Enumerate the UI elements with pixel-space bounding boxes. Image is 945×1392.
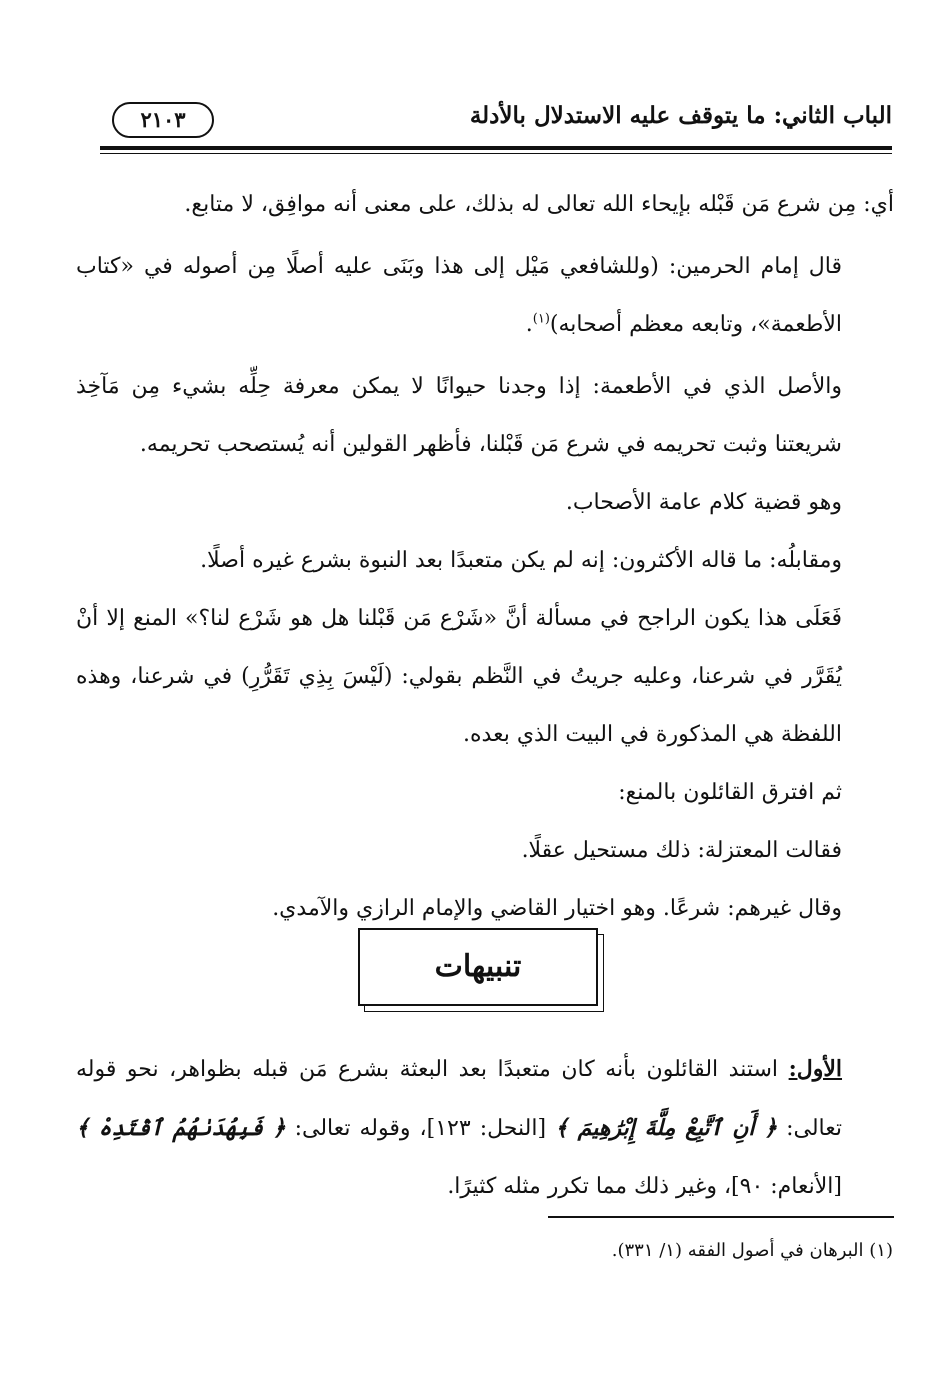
paragraph: وهو قضية كلام عامة الأصحاب. <box>565 490 842 515</box>
note-text: استند القائلون بأنه كان متعبدًا بعد البعثة بشرع مَن قبله بظواهر، نحو قوله تعالى: <box>76 1057 842 1141</box>
paragraph: أي: مِن شرع مَن قَبْله بإيحاء الله تعالى له بذلك، على معنى أنه موافِق، لا متابع. <box>184 192 894 217</box>
chapter-title: الباب الثاني: ما يتوقف عليه الاستدلال بالأدلة <box>469 102 892 129</box>
body-text <box>76 176 894 938</box>
quran-verse: ﴿ أَنِ ٱتَّبِعْ مِلَّةَ إِبْرَٰهِيمَ ﴾ <box>555 1115 778 1141</box>
quran-verse: ﴿ فَبِهُدَىٰهُمُ ٱقْتَدِهْ ﴾ <box>76 1115 286 1141</box>
paragraph: ثم افترق القائلون بالمنع: <box>618 780 842 805</box>
paragraph: ومقابلُه: ما قاله الأكثرون: إنه لم يكن متعبدًا بعد النبوة بشرع غيره أصلًا. <box>200 548 842 573</box>
notes-section <box>76 1040 894 1216</box>
header-rule-thick <box>100 146 892 150</box>
paragraph: وقال غيرهم: شرعًا. وهو اختيار القاضي والإمام الرازي والآمدي. <box>272 896 842 921</box>
footnote: (١) البرهان في أصول الفقه (١/ ٣٣١). <box>611 1240 893 1261</box>
paragraph: والأصل الذي في الأطعمة: إذا وجدنا حيوانًا لا يمكن معرفة حِلِّه بشيء مِن مَآخِذ شريعتنا وثبت تحريمه في شرع مَن قَبْلنا، فأظهر القولين أنه يُستصحب تحريمه. <box>76 374 842 457</box>
page-header <box>100 96 892 144</box>
note-first <box>76 1040 894 1216</box>
section-heading-box <box>358 928 602 1010</box>
paragraph: فَعَلَى هذا يكون الراجح في مسألة أنَّ «شَرْع مَن قَبْلنا هل هو شَرْع لنا؟» المنع إلا أنْ يُقَرَّر في شرعنا، وعليه جريتُ في النَّظم بقولي: (لَيْسَ بِذِي تَقَرُّرِ) في شرعنا، وهذه اللفظة هي المذكورة في البيت الذي بعده. <box>76 606 842 747</box>
paragraph-quote: قال إمام الحرمين: (وللشافعي مَيْل إلى هذا وبَنَى عليه أصلًا مِن أصوله في «كتاب الأطعمة»، وتابعه معظم أصحابه)$^{(١)}$. <box>76 254 842 337</box>
verse-citation: [النحل: ١٢٣]، وقوله تعالى: <box>285 1116 556 1141</box>
note-label: الأول: <box>788 1056 843 1082</box>
paragraph: فقالت المعتزلة: ذلك مستحيل عقلًا. <box>521 838 842 863</box>
verse-citation: [الأنعام: ٩٠]، وغير ذلك مما تكرر مثله كثيرًا. <box>447 1174 842 1199</box>
section-title: تنبيهات <box>434 949 522 984</box>
page-number: ٢١٠٣ <box>112 102 214 138</box>
header-rule-thin <box>100 153 892 154</box>
footnote-reference: (١) <box>532 311 550 327</box>
paragraph-text: قال إمام الحرمين: (وللشافعي مَيْل إلى هذا وبَنَى عليه أصلًا مِن أصوله في «كتاب الأطعمة»، وتابعه معظم أصحابه) <box>76 254 842 337</box>
footnote-divider <box>548 1216 894 1218</box>
